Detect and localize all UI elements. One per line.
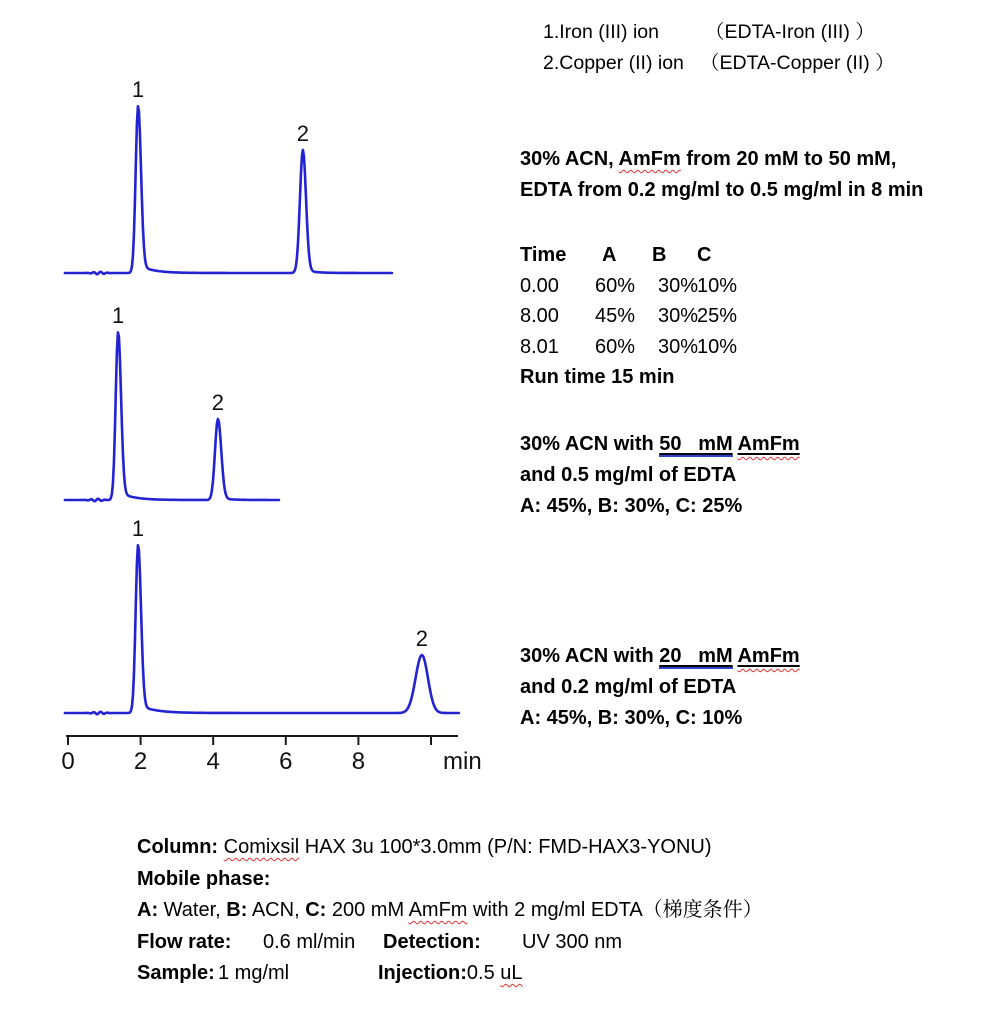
detection-label: Detection: <box>383 930 481 953</box>
phase-c-label: C: <box>305 899 327 921</box>
peak-label-2: 2 <box>296 121 309 146</box>
iso50-amfm: AmFm <box>737 433 800 455</box>
peak-label-2: 2 <box>415 626 429 651</box>
gradient-conditions-line2: EDTA from 0.2 mg/ml to 0.5 mg/ml in 8 min <box>520 179 924 201</box>
iso50-pre: 30% ACN with <box>520 433 660 455</box>
mobile-phase-line <box>137 895 763 927</box>
x-axis-tick-label: 2 <box>133 748 148 775</box>
method-details <box>137 832 897 1002</box>
iso50-line2: and 0.5 mg/ml of EDTA <box>520 464 737 486</box>
phase-b-value: ACN, <box>247 899 306 921</box>
peak-label-1: 1 <box>131 516 145 541</box>
legend <box>543 17 895 79</box>
iso50-amfm-wrap <box>737 433 799 455</box>
column-description: HAX 3u 100*3.0mm (P/N: FMD-HAX3-YONU) <box>299 836 712 858</box>
phase-c-chinese-note: （梯度条件） <box>642 899 763 921</box>
flow-rate-value: 0.6 ml/min <box>263 930 356 953</box>
x-axis-tick-label: 4 <box>206 748 220 775</box>
injection-group <box>378 958 523 989</box>
cell-c: 25% <box>697 305 738 327</box>
sample-injection-line <box>137 958 837 990</box>
injection-unit: uL <box>500 962 523 984</box>
phase-b-label: B: <box>226 899 248 921</box>
iso20-line1 <box>520 641 800 672</box>
iso50-line3: A: 45%, B: 30%, C: 25% <box>520 495 743 517</box>
peak-label-2: 2 <box>211 390 225 415</box>
flow-rate-label: Flow rate: <box>137 930 232 953</box>
phase-a-value: Water, <box>158 899 227 921</box>
gradient-conditions-line1 <box>520 144 923 175</box>
detection-value: UV 300 nm <box>522 930 623 953</box>
col-header-c: C <box>697 244 712 266</box>
cell-a: 60% <box>595 335 636 358</box>
legend-complex-2: （EDTA-Copper (II) ） <box>700 52 895 74</box>
legend-item-iron <box>543 17 895 48</box>
cell-time: 0.00 <box>520 274 559 297</box>
peak-label-1: 1 <box>111 303 125 328</box>
cell-time: 8.00 <box>520 305 559 327</box>
iso50-line1 <box>520 429 800 460</box>
iso20-concentration: 20 mM <box>659 645 733 667</box>
legend-analyte-1: 1.Iron (III) ion <box>543 21 659 43</box>
flow-detection-line <box>137 927 837 959</box>
legend-item-copper <box>543 48 895 79</box>
table-row <box>520 301 737 332</box>
gradient-line1-post: from 20 mM to 50 mM, <box>680 148 897 170</box>
column-label: Column: <box>137 836 224 858</box>
gradient-conditions <box>520 144 923 206</box>
iso20-line3: A: 45%, B: 30%, C: 10% <box>520 707 743 729</box>
peak-label-1: 1 <box>131 77 145 102</box>
run-time-note: Run time 15 min <box>520 366 675 388</box>
phase-c-pre: 200 mM <box>326 899 409 921</box>
iso20-pre: 30% ACN with <box>520 645 660 667</box>
legend-complex-1: （EDTA-Iron (III) ） <box>705 21 875 43</box>
chromatogram-trace-1 <box>65 106 392 274</box>
cell-c: 10% <box>697 335 738 358</box>
col-header-b: B <box>652 244 667 266</box>
chromatogram-trace-2 <box>65 332 279 501</box>
x-axis-tick-label: 8 <box>351 748 366 775</box>
table-row <box>520 332 737 363</box>
col-header-a: A <box>602 244 617 266</box>
cell-b: 30% <box>658 305 699 327</box>
cell-a: 60% <box>595 274 636 297</box>
iso20-line2: and 0.2 mg/ml of EDTA <box>520 676 737 698</box>
injection-value: 0.5 <box>466 962 501 984</box>
phase-c-amfm: AmFm <box>408 899 468 921</box>
iso20-amfm: AmFm <box>737 645 800 667</box>
table-header-row <box>520 240 737 271</box>
cell-time: 8.01 <box>520 335 559 358</box>
cell-b: 30% <box>658 274 699 297</box>
iso-50mm-conditions <box>520 429 800 522</box>
phase-c-post: with 2 mg/ml EDTA <box>467 899 643 921</box>
table-row <box>520 271 737 302</box>
cell-a: 45% <box>595 305 636 327</box>
cell-c: 10% <box>697 274 738 297</box>
phase-a-label: A: <box>137 899 159 921</box>
injection-label: Injection: <box>378 962 467 984</box>
gradient-line1-pre: 30% ACN, <box>520 148 619 170</box>
column-name: Comixsil <box>223 836 300 858</box>
sample-value: 1 mg/ml <box>218 962 290 984</box>
x-axis-tick-label: 0 <box>61 748 75 775</box>
chromatogram-plot <box>0 0 520 800</box>
mobile-phase-label: Mobile phase: <box>137 867 271 890</box>
x-axis-tick-label: 6 <box>279 748 293 775</box>
x-axis-unit-label: min <box>443 748 482 775</box>
iso20-amfm-wrap <box>737 645 799 667</box>
cell-b: 30% <box>658 335 699 358</box>
sample-label: Sample: <box>137 962 215 984</box>
gradient-line1-amfm: AmFm <box>618 148 681 170</box>
gradient-program-table <box>520 240 737 393</box>
iso-20mm-conditions <box>520 641 800 734</box>
legend-analyte-2: 2.Copper (II) ion <box>543 52 684 74</box>
iso50-concentration: 50 mM <box>659 433 733 455</box>
chromatogram-trace-3 <box>65 545 459 714</box>
column-line <box>137 832 712 864</box>
col-header-time: Time <box>520 244 567 266</box>
